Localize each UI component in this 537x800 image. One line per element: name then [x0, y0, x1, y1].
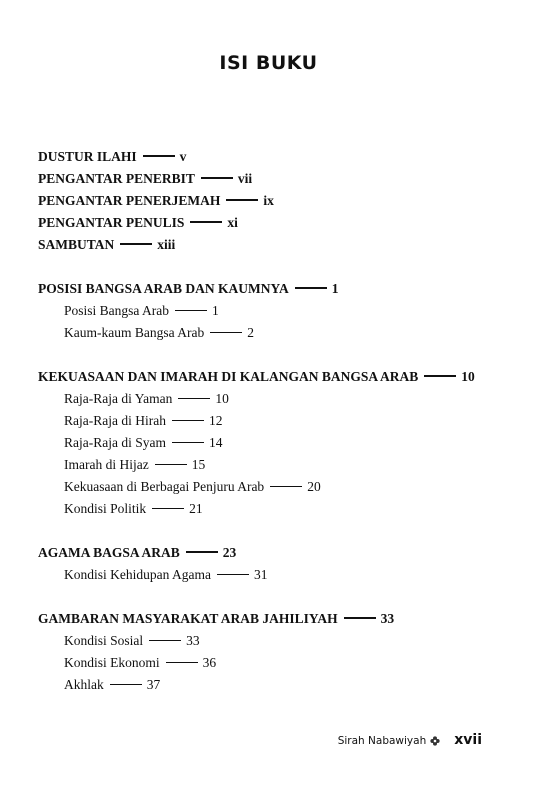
- page-footer: [338, 732, 482, 748]
- toc-chapter: [38, 278, 498, 300]
- toc-subentry-page: 37: [146, 677, 161, 692]
- toc-subentry-label: Kekuasaan di Berbagai Penjuru Arab: [64, 479, 265, 494]
- toc-chapter-label: AGAMA BAGSA ARAB: [38, 545, 180, 560]
- table-of-contents: [38, 146, 498, 696]
- page-number: xvii: [454, 732, 482, 748]
- toc-subentry-page: 10: [215, 391, 229, 406]
- toc-subentry-page: 21: [189, 501, 203, 516]
- toc-subentry-page: 14: [208, 435, 223, 450]
- toc-subentry-page: 31: [253, 567, 268, 582]
- toc-chapter: [38, 608, 498, 630]
- toc-subentry-page: 2: [247, 325, 254, 340]
- toc-subentry-label: Posisi Bangsa Arab: [64, 303, 170, 318]
- leader-line: [201, 177, 233, 179]
- toc-chapter: [38, 366, 498, 388]
- leader-line: [186, 551, 218, 553]
- leader-line: [178, 398, 210, 399]
- page-title: ISI BUKU: [219, 52, 318, 74]
- running-footer: [338, 735, 441, 747]
- leader-line: [155, 464, 187, 465]
- leader-line: [190, 221, 222, 223]
- leader-line: [149, 640, 181, 641]
- toc-entry: [38, 168, 498, 190]
- flower-ornament-icon: [430, 736, 440, 746]
- toc-entry-page: xiii: [157, 237, 176, 252]
- leader-line: [424, 375, 456, 377]
- leader-line: [143, 155, 175, 157]
- toc-subentry-label: Kondisi Ekonomi: [64, 655, 160, 670]
- toc-chapter-label: KEKUASAAN DAN IMARAH DI KALANGAN BANGSA ARAB: [38, 369, 419, 384]
- leader-line: [152, 508, 184, 509]
- toc-chapter-page: 33: [380, 611, 395, 626]
- toc-entry-page: xi: [227, 215, 238, 230]
- toc-subentry-page: 20: [307, 479, 321, 494]
- toc-chapter-label: GAMBARAN MASYARAKAT ARAB JAHILIYAH: [38, 611, 338, 626]
- toc-subentry-label: Kondisi Sosial: [64, 633, 144, 648]
- toc-subentry: [38, 300, 498, 322]
- toc-subentry: [38, 432, 498, 454]
- leader-line: [210, 332, 242, 333]
- toc-subentry-label: Raja-Raja di Hirah: [64, 413, 166, 428]
- toc-entry: [38, 212, 498, 234]
- toc-chapter-page: 23: [222, 545, 237, 560]
- leader-line: [172, 442, 204, 443]
- toc-subentry-label: Kondisi Kehidupan Agama: [64, 567, 211, 582]
- toc-entry: [38, 190, 498, 212]
- toc-entry: [38, 146, 498, 168]
- toc-subentry: [38, 630, 498, 652]
- leader-line: [175, 310, 207, 311]
- toc-subentry-page: 12: [208, 413, 223, 428]
- toc-subentry-label: Raja-Raja di Syam: [64, 435, 166, 450]
- toc-subentry: [38, 498, 498, 520]
- toc-subentry: [38, 322, 498, 344]
- leader-line: [226, 199, 258, 201]
- toc-chapter-page: 10: [461, 369, 475, 384]
- toc-entry-label: PENGANTAR PENULIS: [38, 215, 185, 230]
- toc-subentry: [38, 410, 498, 432]
- leader-line: [344, 617, 376, 619]
- toc-entry-label: SAMBUTAN: [38, 237, 115, 252]
- toc-entry-label: DUSTUR ILAHI: [38, 149, 137, 164]
- toc-subentry-label: Imarah di Hijaz: [64, 457, 149, 472]
- leader-line: [166, 662, 198, 663]
- toc-subentry: [38, 454, 498, 476]
- toc-chapter-label: POSISI BANGSA ARAB DAN KAUMNYA: [38, 281, 289, 296]
- toc-subentry-page: 15: [191, 457, 206, 472]
- leader-line: [110, 684, 142, 685]
- leader-line: [120, 243, 152, 245]
- toc-subentry-label: Akhlak: [64, 677, 104, 692]
- leader-line: [295, 287, 327, 289]
- toc-chapter-page: 1: [331, 281, 339, 296]
- leader-line: [217, 574, 249, 575]
- toc-subentry: [38, 388, 498, 410]
- toc-entry-label: PENGANTAR PENERJEMAH: [38, 193, 221, 208]
- toc-subentry-label: Kondisi Politik: [64, 501, 147, 516]
- toc-entry-label: PENGANTAR PENERBIT: [38, 171, 195, 186]
- toc-subentry: [38, 652, 498, 674]
- toc-entry-page: v: [179, 149, 187, 164]
- leader-line: [172, 420, 204, 421]
- toc-subentry: [38, 564, 498, 586]
- leader-line: [270, 486, 302, 487]
- book-title: Sirah Nabawiyah: [337, 735, 427, 747]
- toc-subentry-page: 36: [202, 655, 217, 670]
- toc-chapter: [38, 542, 498, 564]
- toc-subentry-label: Kaum-kaum Bangsa Arab: [64, 325, 205, 340]
- toc-subentry-page: 33: [186, 633, 200, 648]
- toc-entry: [38, 234, 498, 256]
- toc-entry-page: vii: [237, 171, 253, 186]
- toc-subentry-page: 1: [212, 303, 219, 318]
- toc-subentry-label: Raja-Raja di Yaman: [64, 391, 173, 406]
- toc-subentry: [38, 674, 498, 696]
- toc-subentry: [38, 476, 498, 498]
- toc-entry-page: ix: [263, 193, 274, 208]
